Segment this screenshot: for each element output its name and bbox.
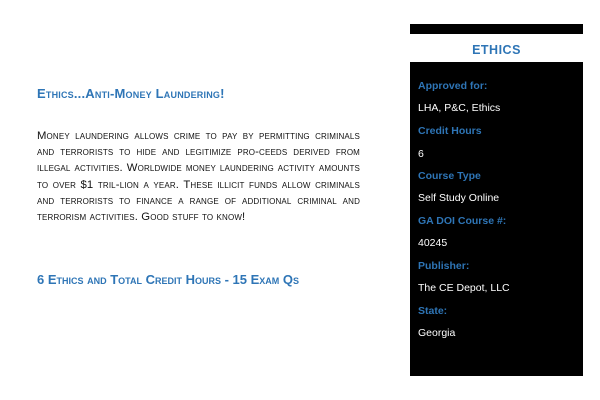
course-type-value: Self Study Online bbox=[418, 192, 500, 204]
sidebar-header: ETHICS bbox=[410, 34, 583, 86]
ga-doi-course-label: GA DOI Course #: bbox=[418, 215, 507, 227]
approved-for-label: Approved for: bbox=[418, 80, 488, 92]
sidebar-top-bar bbox=[410, 24, 583, 34]
state-value: Georgia bbox=[418, 327, 456, 339]
ga-doi-course-value: 40245 bbox=[418, 237, 448, 249]
credit-hours-value: 6 bbox=[418, 148, 424, 160]
approved-for-value: LHA, P&C, Ethics bbox=[418, 102, 501, 114]
course-info-sidebar bbox=[410, 24, 583, 376]
course-title: Ethics...Anti-Money Laundering! bbox=[37, 86, 225, 101]
course-type-label: Course Type bbox=[418, 170, 481, 182]
publisher-label: Publisher: bbox=[418, 260, 470, 272]
course-description: Money laundering allows crime to pay by permitting criminals and terrorists to hide and legitimize pro-ceeds derived from illegal activities. Worldwide money laundering activity amounts to over $1 tril-lion a year. These illicit funds allow criminals and terrorists to finance a range of additional criminal and terrorism activities. Good stuff to know! bbox=[37, 130, 360, 224]
sidebar-details-panel bbox=[410, 62, 583, 376]
credit-hours-label: Credit Hours bbox=[418, 125, 482, 137]
state-label: State: bbox=[418, 305, 448, 317]
credit-summary: 6 Ethics and Total Credit Hours - 15 Exam Qs bbox=[37, 272, 300, 287]
publisher-value: The CE Depot, LLC bbox=[418, 282, 510, 294]
